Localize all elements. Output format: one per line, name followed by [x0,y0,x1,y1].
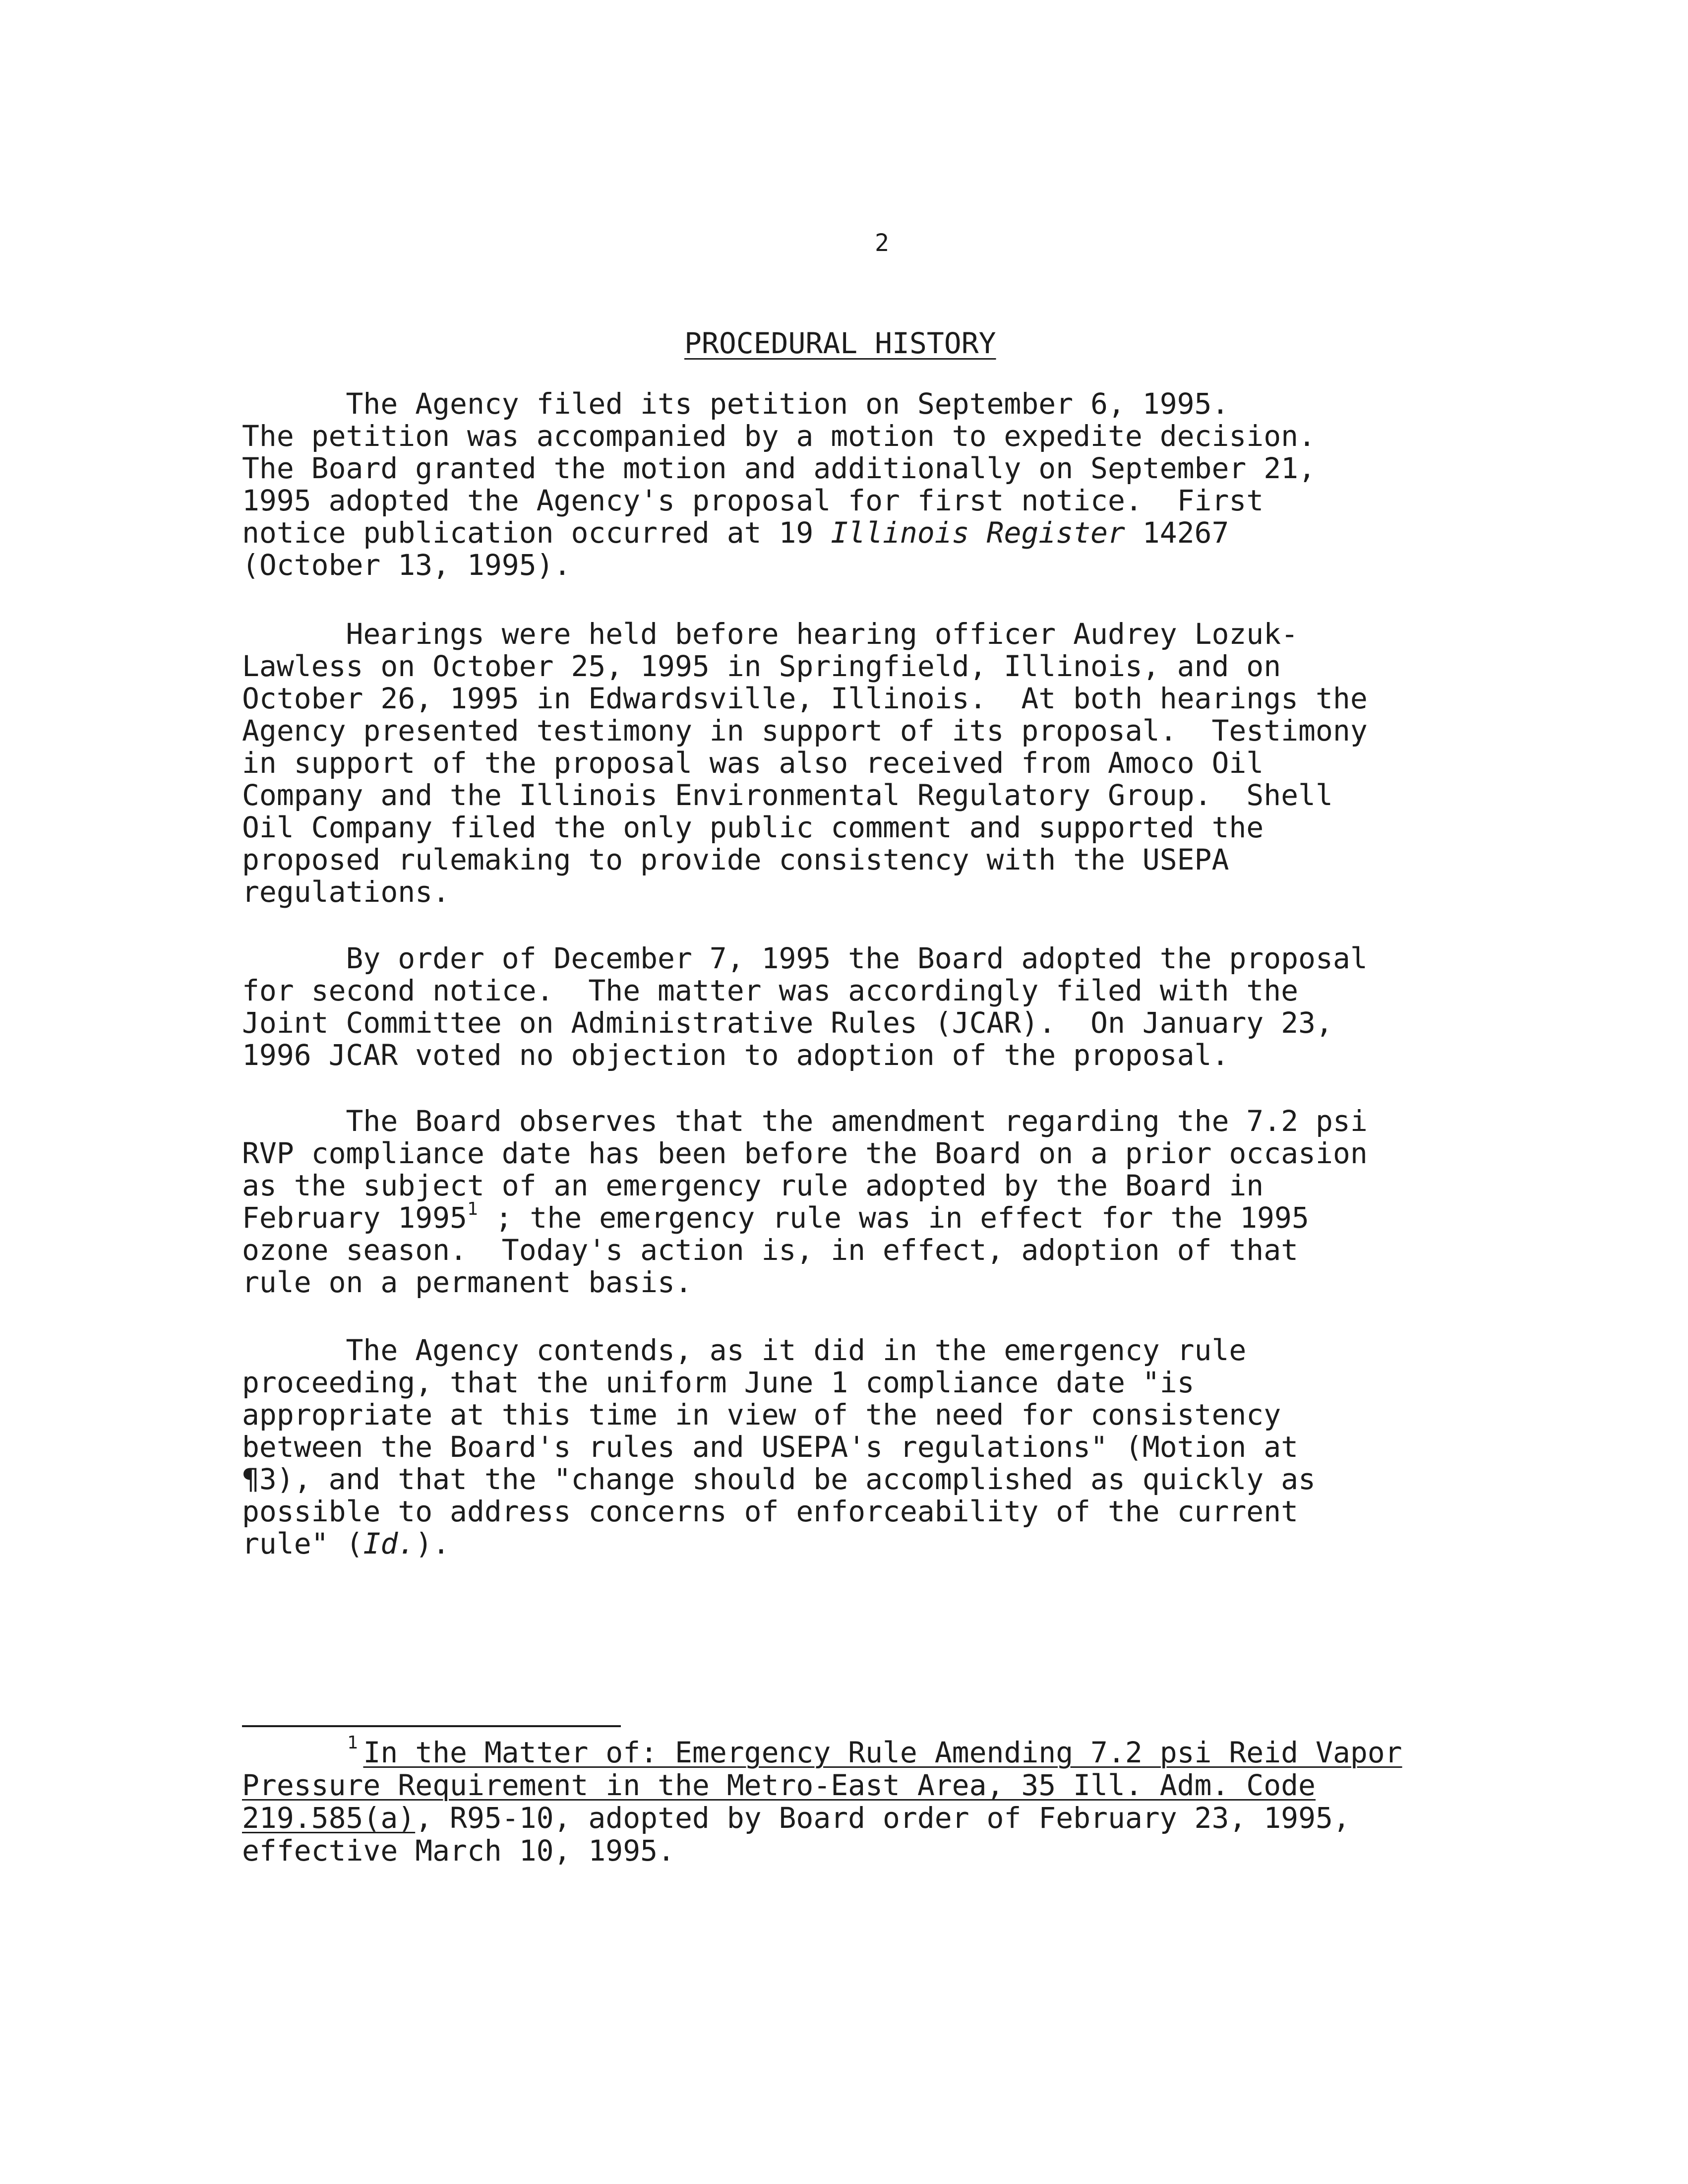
paragraph-procedural-filing [242,388,1316,581]
footnote-line [242,1769,1402,1802]
text-line: for second notice. The matter was accordingly filed with the [242,974,1299,1007]
text-run: ). [415,1527,450,1560]
footnote-mark: 1 [347,1733,358,1753]
text-line: proposed rulemaking to provide consistency with the USEPA [242,843,1229,876]
text-line: The Agency contends, as it did in the emergency rule [242,1333,1247,1367]
text-run: 14267 [1125,516,1229,550]
text-line: rule on a permanent basis. [242,1265,692,1299]
text-line: The Agency filed its petition on September 6, 1995. [242,387,1229,421]
page-number: 2 [875,229,889,257]
text-run: February 1995 [242,1201,467,1235]
text-line: The Board granted the motion and additionally on September 21, [242,451,1316,485]
footnote [242,1733,1402,1868]
text-line: The Board observes that the amendment regarding the 7.2 psi [242,1104,1368,1138]
text-line: as the subject of an emergency rule adopted by the Board in [242,1169,1264,1202]
text-line: (October 13, 1995). [242,548,571,582]
text-line: ozone season. Today's action is, in effect, adoption of that [242,1233,1299,1267]
text-line: October 26, 1995 in Edwardsville, Illinois. At both hearings the [242,682,1368,715]
text-line: Oil Company filed the only public comment and supported the [242,811,1264,844]
text-line: Company and the Illinois Environmental Regulatory Group. Shell [242,778,1333,812]
text-line: Hearings were held before hearing officer Audrey Lozuk- [242,617,1299,651]
text-line: Lawless on October 25, 1995 in Springfield, Illinois, and on [242,649,1281,683]
paragraph-hearings [242,618,1368,908]
italic-citation: Id. [363,1527,416,1560]
text-line [242,1199,1368,1235]
text-line: Agency presented testimony in support of its proposal. Testimony [242,714,1368,748]
text-line: 1996 JCAR voted no objection to adoption of the proposal. [242,1038,1229,1072]
text-line [242,1528,1316,1560]
text-line: The petition was accompanied by a motion to expedite decision. [242,419,1316,453]
footnote-separator [242,1725,621,1727]
italic-citation: Illinois Register [831,516,1125,550]
footnote-case-title: Pressure Requirement in the Metro-East Area, 35 Ill. Adm. Code [242,1768,1316,1802]
text-line: RVP compliance date has been before the Board on a prior occasion [242,1136,1368,1170]
text-line: appropriate at this time in view of the need for consistency [242,1398,1281,1432]
text-run: , R95-10, adopted by Board order of February 23, 1995, [415,1801,1350,1835]
footnote-case-title: 219.585(a) [242,1801,416,1835]
text-run: rule" ( [242,1527,363,1560]
text-line: 1995 adopted the Agency's proposal for first notice. First [242,484,1264,517]
text-line [242,517,1316,549]
text-line: possible to address concerns of enforceability of the current [242,1495,1299,1528]
footnote-case-title: In the Matter of: Emergency Rule Amending 7.2 psi Reid Vapor [363,1736,1402,1769]
text-line: ¶3), and that the "change should be accomplished as quickly as [242,1462,1316,1496]
text-run: ; the emergency rule was in effect for the 1995 [478,1201,1309,1235]
section-heading: PROCEDURAL HISTORY [684,326,996,360]
text-line: between the Board's rules and USEPA's regulations" (Motion at [242,1430,1299,1464]
text-run: notice publication occurred at 19 [242,516,831,550]
text-line: regulations. [242,875,450,909]
paragraph-second-notice [242,942,1368,1071]
footnote-line [242,1802,1402,1834]
text-line: By order of December 7, 1995 the Board adopted the proposal [242,941,1368,975]
footnote-line: effective March 10, 1995. [242,1834,675,1868]
text-line: in support of the proposal was also received from Amoco Oil [242,746,1264,780]
text-run [242,1733,363,1769]
paragraph-agency-contends [242,1334,1316,1560]
footnote-reference: 1 [467,1199,478,1219]
footnote-line [242,1733,1402,1769]
text-line: Joint Committee on Administrative Rules (JCAR). On January 23, [242,1006,1333,1040]
paragraph-board-observes [242,1105,1368,1299]
text-line: proceeding, that the uniform June 1 compliance date "is [242,1366,1195,1399]
